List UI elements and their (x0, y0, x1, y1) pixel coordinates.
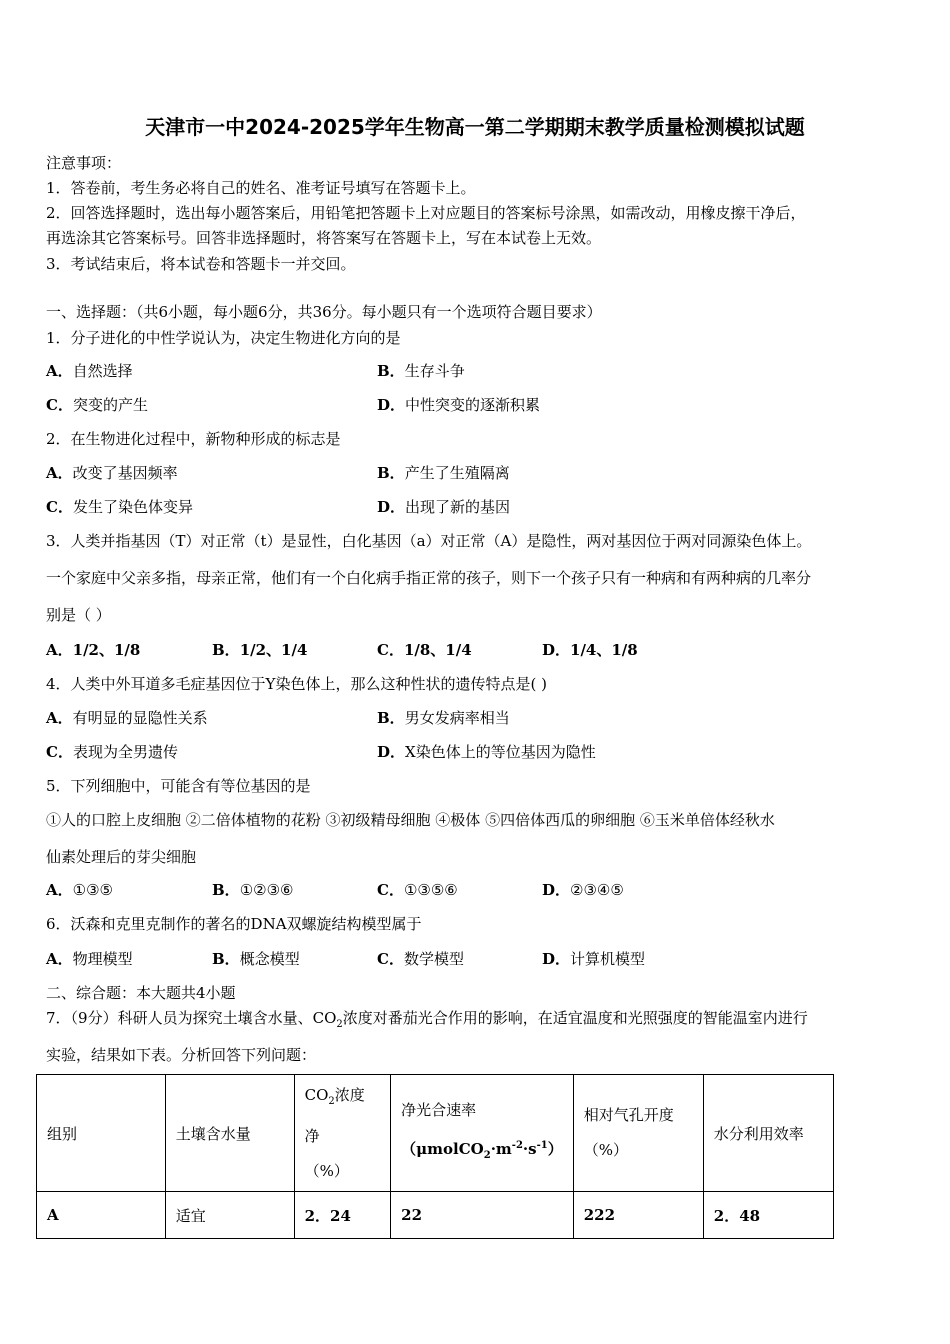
option-text: 改变了基因频率 (72, 464, 178, 482)
q7-stem-1-post: 浓度对番茄光合作用的影响，在适宜温度和光照强度的智能温室内进行 (342, 1009, 808, 1027)
option-text: 出现了新的基因 (405, 498, 511, 516)
header-group: 组别 (37, 1075, 166, 1192)
q7-stem-1-pre: 7．（9分）科研人员为探究土壤含水量、CO (46, 1009, 337, 1027)
option-letter: B． (212, 881, 240, 899)
table-header-row (37, 1075, 834, 1192)
option-text: 产生了生殖隔离 (404, 464, 510, 482)
q6-stem: 6．沃森和克里克制作的著名的DNA双螺旋结构模型属于 (46, 915, 422, 933)
option-letter: C． (46, 396, 73, 414)
option-text: 自然选择 (72, 362, 133, 380)
option-text: 数学模型 (403, 950, 464, 968)
q3-stem-1: 3．人类并指基因（T）对正常（t）是显性，白化基因（a）对正常（A）是隐性，两对基因位于两对同源染色体上。 (46, 532, 812, 550)
option-text: 1/8、1/4 (403, 641, 472, 659)
q3-option-c (377, 639, 472, 660)
option-text: 计算机模型 (570, 950, 646, 968)
header-stoma-label: 相对气孔开度 (583, 1106, 674, 1124)
q2-option-a (46, 462, 178, 483)
rate-unit-c: ·s (522, 1140, 537, 1158)
option-letter: B． (377, 709, 405, 727)
cell-soil: 适宜 (165, 1192, 294, 1239)
option-letter: D． (377, 396, 406, 414)
q4-option-a (46, 707, 208, 728)
header-stoma (573, 1075, 703, 1192)
option-text: 概念模型 (239, 950, 300, 968)
option-letter: D． (377, 743, 406, 761)
q3-stem-3: 别是（ ） (46, 606, 111, 624)
q5-option-a (46, 879, 113, 900)
option-letter: A． (46, 464, 73, 482)
option-letter: B． (377, 464, 405, 482)
option-letter: C． (46, 498, 73, 516)
q4-stem: 4．人类中外耳道多毛症基因位于Y染色体上，那么这种性状的遗传特点是( ) (46, 675, 547, 693)
option-letter: A． (46, 950, 73, 968)
option-text: 有明显的显隐性关系 (72, 709, 208, 727)
q2-option-b (377, 462, 510, 483)
q2-stem: 2．在生物进化过程中，新物种形成的标志是 (46, 430, 341, 448)
header-co2-c: 净 (304, 1126, 320, 1145)
option-letter: C． (46, 743, 73, 761)
q5-option-d (542, 879, 624, 900)
option-text: 生存斗争 (404, 362, 465, 380)
q6-option-a (46, 948, 133, 969)
q1-option-a (46, 360, 133, 381)
option-text: 表现为全男遗传 (72, 743, 178, 761)
q5-option-b (212, 879, 293, 900)
q7-stem-1-sub: 2 (336, 1019, 343, 1030)
q2-option-d (377, 496, 510, 517)
header-stoma-unit: （%） (583, 1141, 628, 1159)
option-letter: C． (377, 641, 404, 659)
option-text: 物理模型 (72, 950, 133, 968)
q3-stem-2: 一个家庭中父亲多指，母亲正常，他们有一个白化病手指正常的孩子，则下一个孩子只有一种病和有两种病的几率分 (46, 569, 812, 587)
q4-option-b (377, 707, 510, 728)
rate-unit-b: ·m (490, 1140, 512, 1158)
option-letter: D． (542, 881, 571, 899)
header-water-efficiency: 水分利用效率 (703, 1075, 833, 1192)
q3-option-a (46, 639, 140, 660)
table-row (37, 1192, 834, 1239)
q5-items-1: ①人的口腔上皮细胞 ②二倍体植物的花粉 ③初级精母细胞 ④极体 ⑤四倍体西瓜的卵细胞 ⑥玉米单倍体经秋水 (46, 811, 775, 829)
q1-option-b (377, 360, 465, 381)
q6-option-d (542, 948, 645, 969)
option-text: 男女发病率相当 (404, 709, 510, 727)
option-letter: D． (542, 641, 571, 659)
rate-unit-sup1: -2 (511, 1140, 523, 1151)
option-text: ①②③⑥ (239, 881, 294, 899)
cell-group: A (37, 1192, 166, 1239)
option-text: 1/2、1/4 (239, 641, 308, 659)
option-text: ①③⑤⑥ (403, 881, 458, 899)
option-letter: C． (377, 950, 404, 968)
header-co2-unit: （%） (304, 1161, 349, 1180)
option-text: 中性突变的逐渐积累 (405, 396, 541, 414)
q1-option-c (46, 394, 148, 415)
option-letter: B． (212, 641, 240, 659)
q4-option-d (377, 741, 596, 762)
header-co2 (294, 1075, 391, 1192)
q3-option-d (542, 639, 638, 660)
option-letter: A． (46, 709, 73, 727)
option-letter: B． (212, 950, 240, 968)
notice-item-3: 3．考试结束后，将本试卷和答题卡一并交回。 (46, 255, 356, 273)
header-co2-a: CO (304, 1085, 329, 1104)
q3-option-b (212, 639, 307, 660)
cell-rate: 22 (391, 1192, 574, 1239)
section-2-heading: 二、综合题：本大题共4小题 (46, 984, 236, 1002)
results-table (36, 1074, 834, 1239)
notice-item-2: 2．回答选择题时，选出每小题答案后，用铅笔把答题卡上对应题目的答案标号涂黑，如需改动，用橡皮擦干净后， (46, 204, 806, 222)
cell-co2: 2．24 (294, 1192, 391, 1239)
notice-item-2-cont: 再选涂其它答案标号。回答非选择题时，将答案写在答题卡上，写在本试卷上无效。 (46, 229, 602, 247)
exam-title: 天津市一中2024-2025学年生物高一第二学期期末教学质量检测模拟试题 (145, 115, 805, 139)
header-net-rate (391, 1075, 574, 1192)
cell-stoma: 222 (573, 1192, 703, 1239)
q6-option-b (212, 948, 300, 969)
rate-unit-a: （μmolCO (401, 1140, 484, 1158)
option-text: 发生了染色体变异 (72, 498, 193, 516)
option-letter: D． (377, 498, 406, 516)
q7-stem-2: 实验，结果如下表。分析回答下列问题： (46, 1046, 317, 1064)
q7-stem-1 (46, 1007, 808, 1030)
q4-option-c (46, 741, 178, 762)
notice-heading: 注意事项： (46, 154, 122, 172)
option-letter: B． (377, 362, 405, 380)
rate-unit-d: ） (547, 1140, 563, 1158)
q5-items-2: 仙素处理后的芽尖细胞 (46, 848, 197, 866)
option-text: X染色体上的等位基因为隐性 (405, 743, 596, 761)
option-letter: A． (46, 641, 73, 659)
cell-water: 2．48 (703, 1192, 833, 1239)
option-text: 1/4、1/8 (570, 641, 638, 659)
q1-option-d (377, 394, 540, 415)
option-letter: C． (377, 881, 404, 899)
option-text: ②③④⑤ (570, 881, 624, 899)
q1-stem: 1．分子进化的中性学说认为，决定生物进化方向的是 (46, 329, 401, 347)
q6-option-c (377, 948, 464, 969)
header-net-rate-label: 净光合速率 (401, 1101, 477, 1119)
q5-option-c (377, 879, 458, 900)
q2-option-c (46, 496, 193, 517)
header-co2-b: 浓度 (334, 1085, 365, 1104)
option-text: 1/2、1/8 (72, 641, 141, 659)
section-1-heading: 一、选择题：（共6小题，每小题6分，共36分。每小题只有一个选项符合题目要求） (46, 303, 602, 321)
option-letter: D． (542, 950, 571, 968)
option-text: ①③⑤ (72, 881, 113, 899)
header-co2-sub: 2 (328, 1095, 335, 1107)
rate-unit-sub: 2 (483, 1150, 491, 1161)
rate-unit-sup2: -1 (536, 1140, 548, 1151)
option-text: 突变的产生 (72, 396, 148, 414)
header-net-rate-unit (401, 1128, 563, 1173)
option-letter: A． (46, 362, 73, 380)
q5-stem: 5．下列细胞中，可能含有等位基因的是 (46, 777, 311, 795)
notice-item-1: 1．答卷前，考生务必将自己的姓名、准考证号填写在答题卡上。 (46, 179, 476, 197)
option-letter: A． (46, 881, 73, 899)
header-soil-water: 土壤含水量 (165, 1075, 294, 1192)
